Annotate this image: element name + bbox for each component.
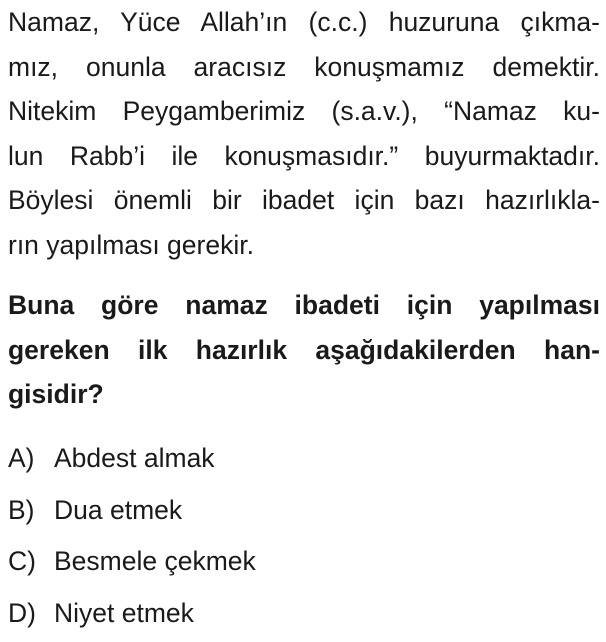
option-b[interactable] — [8, 488, 600, 540]
option-text: Niyet etmek — [54, 591, 194, 635]
answer-options — [8, 436, 600, 642]
stem-line: gereken ilk hazırlık aşağıdakilerden han- — [8, 328, 600, 373]
option-letter: D) — [8, 591, 54, 635]
passage-line: rın yapılması gerekir. — [8, 223, 600, 268]
question-passage — [8, 0, 600, 267]
stem-line: gisidir? — [8, 372, 600, 417]
stem-line: Buna göre namaz ibadeti için yapılması — [8, 283, 600, 328]
passage-line: mız, onunla aracısız konuşmamız demektir. — [8, 45, 600, 90]
option-letter: A) — [8, 436, 54, 480]
passage-line: lun Rabb’i ile konuşmasıdır.” buyurmaktadır. — [8, 134, 600, 179]
question-stem — [8, 283, 600, 417]
passage-line: Nitekim Peygamberimiz (s.a.v.), “Namaz ku- — [8, 89, 600, 134]
option-letter: B) — [8, 488, 54, 532]
option-text: Dua etmek — [54, 488, 182, 532]
passage-line: Namaz, Yüce Allah’ın (c.c.) huzuruna çıkma- — [8, 0, 600, 45]
option-text: Besmele çekmek — [54, 539, 256, 583]
option-letter: C) — [8, 539, 54, 583]
question-block — [8, 0, 600, 267]
option-c[interactable] — [8, 539, 600, 591]
passage-line: Böylesi önemli bir ibadet için bazı hazırlıkla- — [8, 178, 600, 223]
option-d[interactable] — [8, 591, 600, 642]
option-a[interactable] — [8, 436, 600, 488]
option-text: Abdest almak — [54, 436, 215, 480]
